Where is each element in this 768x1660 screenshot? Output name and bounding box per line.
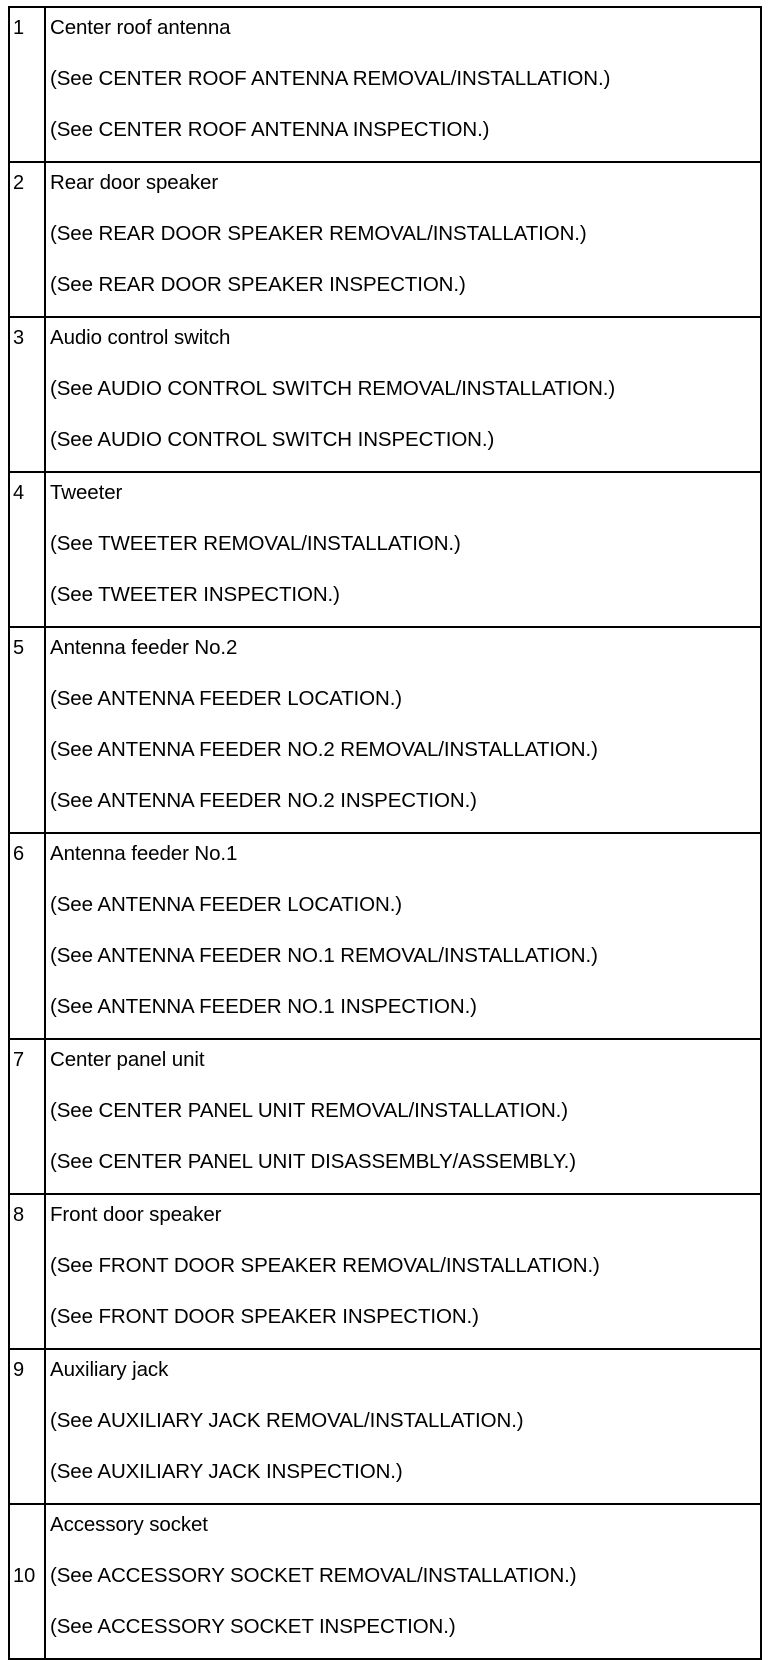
part-name: Rear door speaker: [50, 171, 219, 194]
part-description-cell: [45, 627, 761, 833]
procedure-reference: (See ANTENNA FEEDER NO.2 REMOVAL/INSTALLATION.): [50, 738, 598, 761]
part-number: 10: [13, 1565, 36, 1587]
part-number: 5: [13, 637, 25, 659]
part-number-cell: [9, 162, 45, 317]
part-number-cell: [9, 627, 45, 833]
part-number-cell: [9, 1349, 45, 1504]
part-description-cell: [45, 1349, 761, 1504]
part-number-cell: [9, 1039, 45, 1194]
part-number-cell: [9, 833, 45, 1039]
part-number: 9: [13, 1359, 25, 1381]
procedure-reference: (See ANTENNA FEEDER LOCATION.): [50, 893, 403, 916]
procedure-reference: (See REAR DOOR SPEAKER REMOVAL/INSTALLATION.): [50, 222, 587, 245]
procedure-reference: (See FRONT DOOR SPEAKER REMOVAL/INSTALLATION.): [50, 1254, 600, 1277]
table-row: [9, 317, 761, 472]
procedure-reference: (See ANTENNA FEEDER NO.1 INSPECTION.): [50, 995, 477, 1018]
part-name: Center panel unit: [50, 1048, 205, 1071]
part-description-cell: [45, 1039, 761, 1194]
part-number-cell: [9, 317, 45, 472]
part-number: 7: [13, 1049, 25, 1071]
table-row: [9, 833, 761, 1039]
part-name: Tweeter: [50, 481, 123, 504]
part-number: 2: [13, 172, 25, 194]
table-row: [9, 472, 761, 627]
procedure-reference: (See ANTENNA FEEDER NO.1 REMOVAL/INSTALLATION.): [50, 944, 598, 967]
part-number: 3: [13, 327, 25, 349]
table-row: [9, 1039, 761, 1194]
part-name: Auxiliary jack: [50, 1358, 169, 1381]
table-row: [9, 7, 761, 162]
procedure-reference: (See FRONT DOOR SPEAKER INSPECTION.): [50, 1305, 479, 1328]
table-row: [9, 1504, 761, 1659]
procedure-reference: (See REAR DOOR SPEAKER INSPECTION.): [50, 273, 466, 296]
procedure-reference: (See AUXILIARY JACK REMOVAL/INSTALLATION.): [50, 1409, 524, 1432]
procedure-reference: (See AUXILIARY JACK INSPECTION.): [50, 1460, 403, 1483]
part-number-cell: [9, 7, 45, 162]
procedure-reference: (See ACCESSORY SOCKET INSPECTION.): [50, 1615, 456, 1638]
parts-reference-table: [8, 6, 762, 1660]
part-description-cell: [45, 833, 761, 1039]
part-number-cell: [9, 1194, 45, 1349]
table-row: [9, 627, 761, 833]
part-name: Center roof antenna: [50, 16, 231, 39]
procedure-reference: (See ACCESSORY SOCKET REMOVAL/INSTALLATION.): [50, 1564, 577, 1587]
table-row: [9, 162, 761, 317]
part-name: Accessory socket: [50, 1513, 208, 1536]
part-name: Antenna feeder No.2: [50, 636, 238, 659]
procedure-reference: (See CENTER PANEL UNIT REMOVAL/INSTALLATION.): [50, 1099, 568, 1122]
part-description-cell: [45, 1194, 761, 1349]
part-number: 8: [13, 1204, 25, 1226]
part-number-cell: [9, 472, 45, 627]
part-number-cell: [9, 1504, 45, 1659]
part-description-cell: [45, 317, 761, 472]
part-name: Front door speaker: [50, 1203, 222, 1226]
part-name: Audio control switch: [50, 326, 231, 349]
procedure-reference: (See AUDIO CONTROL SWITCH INSPECTION.): [50, 428, 495, 451]
procedure-reference: (See TWEETER REMOVAL/INSTALLATION.): [50, 532, 461, 555]
table-row: [9, 1349, 761, 1504]
procedure-reference: (See CENTER ROOF ANTENNA INSPECTION.): [50, 118, 490, 141]
part-number: 6: [13, 843, 25, 865]
procedure-reference: (See ANTENNA FEEDER NO.2 INSPECTION.): [50, 789, 477, 812]
procedure-reference: (See ANTENNA FEEDER LOCATION.): [50, 687, 403, 710]
part-name: Antenna feeder No.1: [50, 842, 238, 865]
part-number: 4: [13, 482, 25, 504]
part-description-cell: [45, 472, 761, 627]
procedure-reference: (See CENTER ROOF ANTENNA REMOVAL/INSTALLATION.): [50, 67, 611, 90]
part-number: 1: [13, 17, 25, 39]
procedure-reference: (See CENTER PANEL UNIT DISASSEMBLY/ASSEMBLY.): [50, 1150, 577, 1173]
part-description-cell: [45, 1504, 761, 1659]
procedure-reference: (See TWEETER INSPECTION.): [50, 583, 340, 606]
table-row: [9, 1194, 761, 1349]
part-description-cell: [45, 162, 761, 317]
procedure-reference: (See AUDIO CONTROL SWITCH REMOVAL/INSTALLATION.): [50, 377, 616, 400]
part-description-cell: [45, 7, 761, 162]
